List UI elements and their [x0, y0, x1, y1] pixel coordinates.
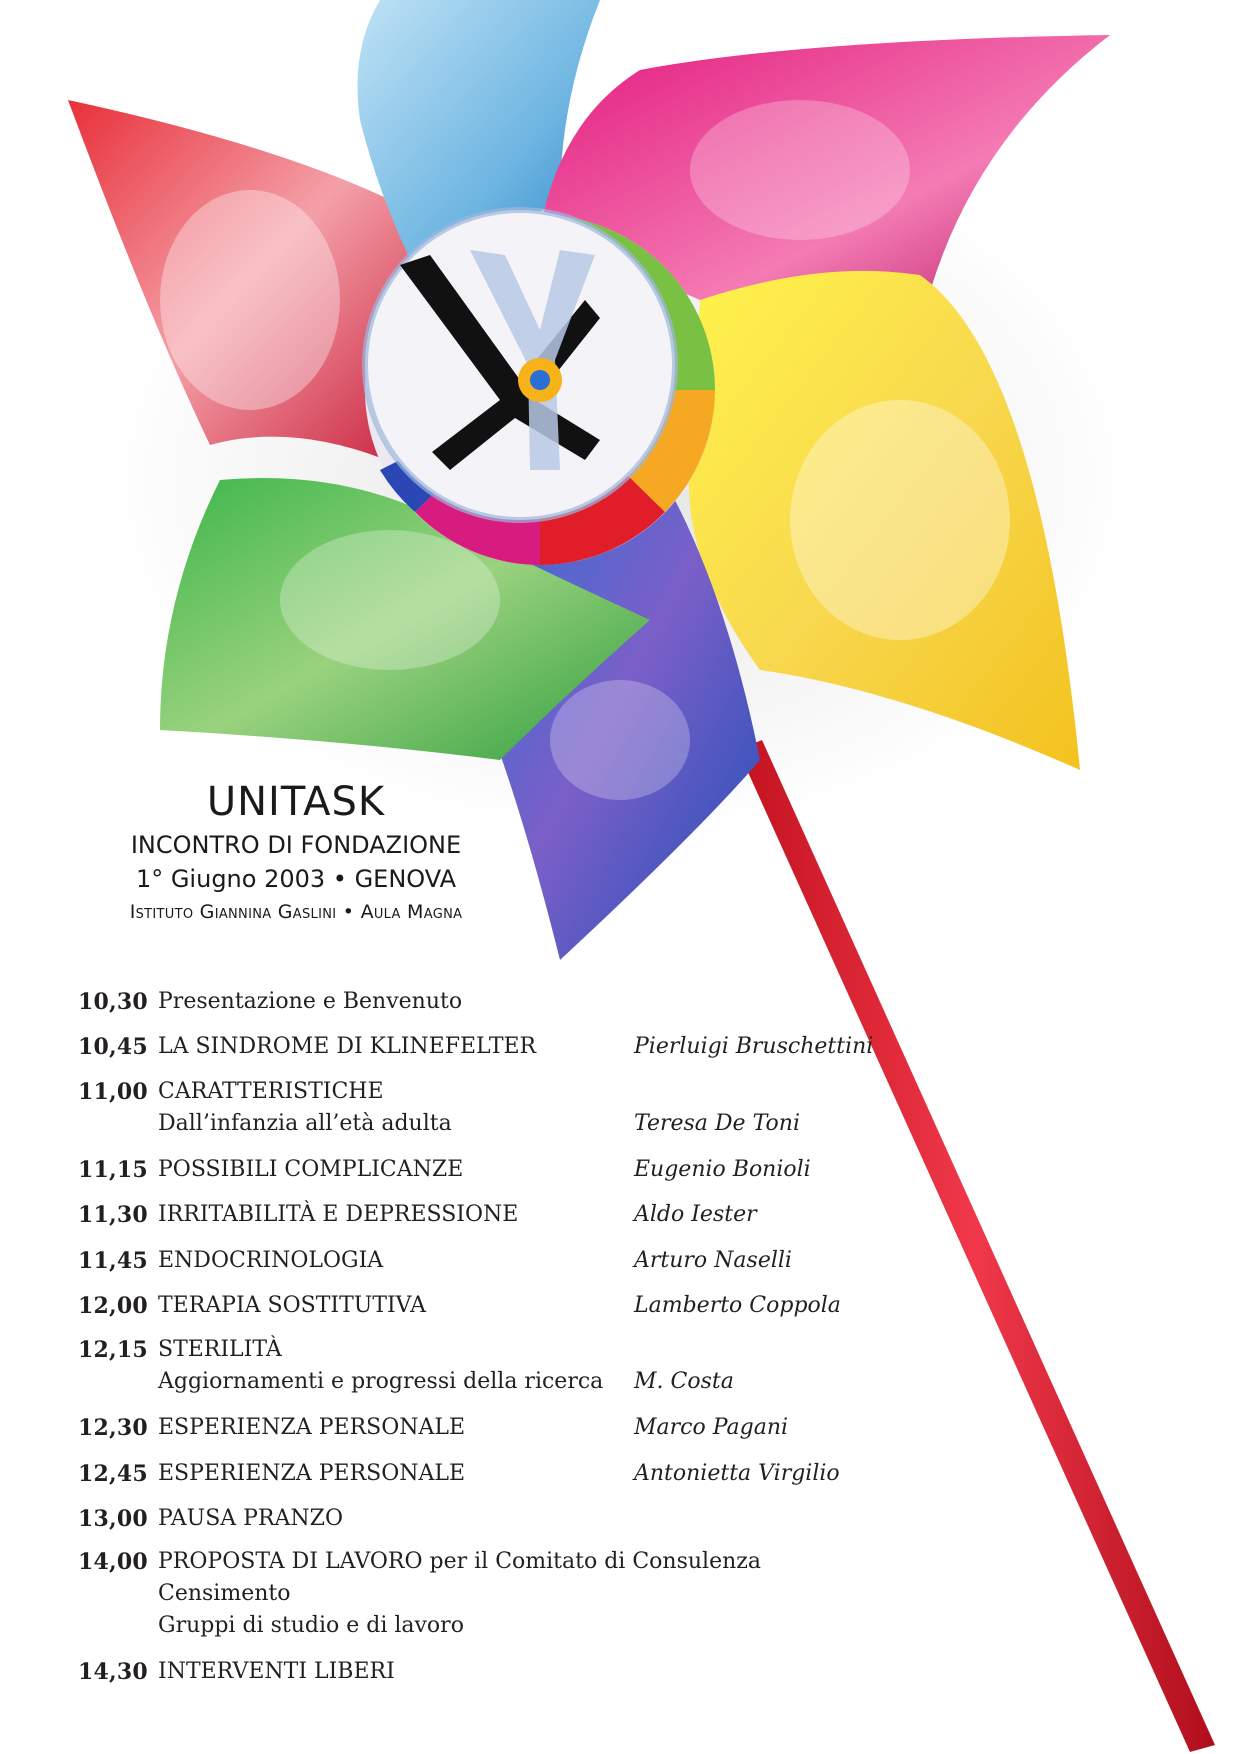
program-speaker: M. Costa — [634, 1369, 734, 1394]
program-topic: IRRITABILITÀ E DEPRESSIONE — [158, 1202, 519, 1227]
program-time: 12,15 — [78, 1337, 148, 1363]
program-time: 14,00 — [78, 1549, 148, 1575]
program-topic: STERILITÀ Aggiornamenti e progressi della ricerca — [158, 1337, 604, 1394]
program-topic: ESPERIENZA PERSONALE — [158, 1415, 466, 1440]
program-speaker: Arturo Naselli — [634, 1248, 792, 1273]
program-time: 11,45 — [78, 1248, 148, 1274]
program-speaker: Lamberto Coppola — [634, 1293, 841, 1318]
program-time: 11,15 — [78, 1157, 148, 1183]
program-topic: PROPOSTA DI LAVORO per il Comitato di Consulenza Censimento Gruppi di studio e di lavoro — [158, 1549, 761, 1638]
program-speaker: Marco Pagani — [634, 1415, 789, 1440]
program-topic: INTERVENTI LIBERI — [158, 1659, 395, 1684]
program-speaker: Antonietta Virgilio — [634, 1461, 840, 1486]
program-topic: LA SINDROME DI KLINEFELTER — [158, 1034, 537, 1059]
event-subtitle: INCONTRO DI FONDAZIONE — [130, 831, 462, 859]
program-speaker: Eugenio Bonioli — [634, 1157, 811, 1182]
program-time: 10,45 — [78, 1034, 148, 1060]
event-venue: Istituto Giannina Gaslini • Aula Magna — [129, 901, 463, 923]
program-time: 11,00 — [78, 1079, 148, 1105]
program-topic: ENDOCRINOLOGIA — [158, 1248, 384, 1273]
program-topic: POSSIBILI COMPLICANZE — [158, 1157, 464, 1182]
program-speaker: Aldo Iester — [634, 1202, 757, 1227]
program-speaker: Pierluigi Bruschettini — [634, 1034, 874, 1059]
program-time: 14,30 — [78, 1659, 148, 1685]
program-time: 13,00 — [78, 1506, 148, 1532]
program-speaker: Teresa De Toni — [634, 1111, 800, 1136]
program-topic: ESPERIENZA PERSONALE — [158, 1461, 466, 1486]
program-time: 12,00 — [78, 1293, 148, 1319]
program-topic: CARATTERISTICHE Dall’infanzia all’età adulta — [158, 1079, 452, 1136]
program-time: 12,30 — [78, 1415, 148, 1441]
program-topic: Presentazione e Benvenuto — [158, 989, 463, 1014]
program-topic: PAUSA PRANZO — [158, 1506, 343, 1531]
event-title: UNITASK — [206, 779, 386, 825]
event-date: 1° Giugno 2003 • GENOVA — [135, 865, 457, 893]
program-time: 12,45 — [78, 1461, 148, 1487]
program-time: 11,30 — [78, 1202, 148, 1228]
program-topic: TERAPIA SOSTITUTIVA — [158, 1293, 426, 1318]
program-time: 10,30 — [78, 989, 148, 1015]
